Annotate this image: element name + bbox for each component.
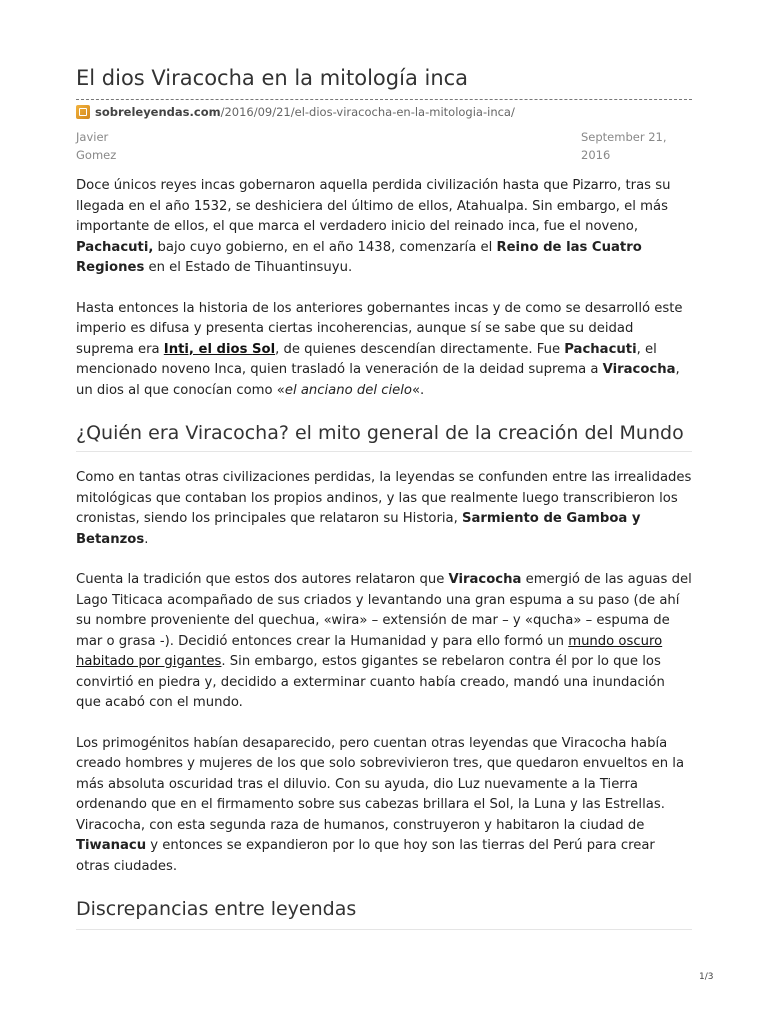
gigantes-link[interactable]: mundo oscuro habitado por gigantes bbox=[76, 633, 663, 669]
page-number: 1/3 bbox=[699, 972, 714, 982]
source-path[interactable]: /2016/09/21/el-dios-viracocha-en-la-mitologia-inca/ bbox=[220, 105, 515, 119]
site-favicon-icon bbox=[76, 105, 90, 119]
inti-link[interactable]: Inti, el dios Sol bbox=[163, 341, 276, 357]
paragraph-1: Doce únicos reyes incas gobernaron aquella perdida civilización hasta que Pizarro, tras su llegada en el año 1532, se deshiciera del último de ellos, Atahualpa. Sin embargo, el más importante de ellos, el que marca el verdadero inicio del reinado inca, fue el noveno, Pachacuti, bajo cuyo gobierno, en el año 1438, comenzaría el Reino de las Cuatro Regiones en el Estado de Tihuantinsuyu. bbox=[76, 178, 671, 275]
source-url[interactable] bbox=[76, 105, 515, 119]
paragraph-3: Como en tantas otras civilizaciones perdidas, la leyendas se confunden entre las irrealidades mitológicas que contaban los propios andinos, y las que realmente luego transcribieron los cronistas, siendo los principales que relataron su Historia, Sarmiento de Gamboa y Betanzos. bbox=[76, 470, 692, 547]
article-title: El dios Viracocha en la mitología inca bbox=[76, 66, 469, 90]
paragraph-2: Hasta entonces la historia de los anteriores gobernantes incas y de como se desarrolló este imperio es difusa y presenta ciertas incoherencias, aunque sí se sabe que su deidad suprema era Inti, el dios Sol, de quienes descendían directamente. Fue Pachacuti, el mencionado noveno Inca, quien trasladó la veneración de la deidad suprema a Viracocha, un dios al que conocían como «el anciano del cielo«. bbox=[76, 300, 683, 398]
author: Javier Gomez bbox=[76, 130, 117, 162]
paragraph-4: Cuenta la tradición que estos dos autores relataron que Viracocha emergió de las aguas del Lago Titicaca acompañado de sus criados y levantando una gran espuma a su paso (de ahí su nombre proveniente del quechua, «wira» – extensión de mar – y «qucha» – espuma de mar o grasa -). Decidió entonces crear la Humanidad y para ello formó un mundo oscuro habitado por gigantes. Sin embargo, estos gigantes se rebelaron contra él por lo que los convirtió en piedra y, decidido a exterminar cuanto había creado, mandó una inundación que acabó con el mundo. bbox=[76, 572, 692, 710]
title-divider bbox=[76, 99, 692, 100]
publish-date: September 21, 2016 bbox=[581, 130, 667, 162]
section-heading-viracocha: ¿Quién era Viracocha? el mito general de la creación del Mundo bbox=[76, 421, 692, 452]
article-body bbox=[76, 176, 692, 930]
paragraph-5: Los primogénitos habían desaparecido, pero cuentan otras leyendas que Viracocha había creado hombres y mujeres de los que solo sobrevivieron tres, que quedaron envueltos en la más absoluta oscuridad tras el diluvio. Con su ayuda, dio Luz nuevamente a la Tierra ordenando que en el firmamento sobre sus cabezas brillara el Sol, la Luna y las Estrellas. Viracocha, con esta segunda raza de humanos, construyeron y habitaron la ciudad de Tiwanacu y entonces se expandieron por lo que hoy son las tierras del Perú para crear otras ciudades. bbox=[76, 735, 685, 874]
source-domain[interactable]: sobreleyendas.com bbox=[95, 105, 221, 119]
section-heading-discrepancias: Discrepancias entre leyendas bbox=[76, 897, 692, 930]
